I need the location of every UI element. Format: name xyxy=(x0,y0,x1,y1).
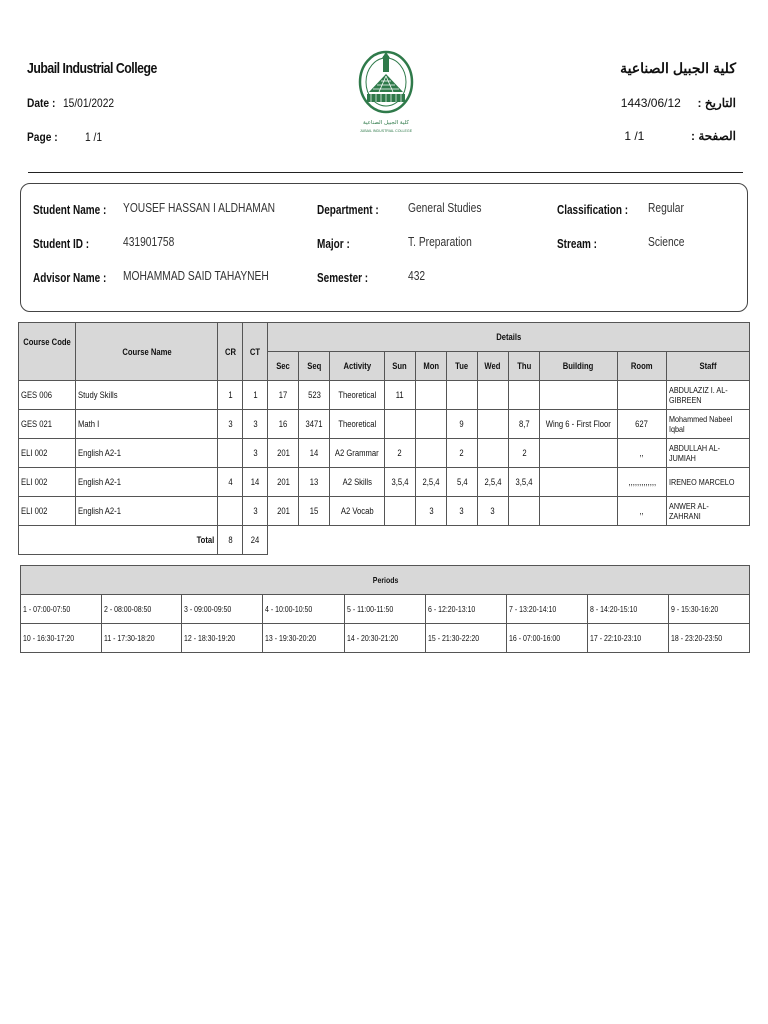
course-name: English A2-1 xyxy=(78,448,121,458)
advisor-name-label: Advisor Name : xyxy=(33,271,107,285)
period-cell: 10 - 16:30-17:20 xyxy=(23,633,75,643)
course-code: GES 006 xyxy=(21,390,53,400)
date-label: Date : xyxy=(27,96,56,110)
col-ct: CT xyxy=(243,323,268,381)
course-code: ELI 002 xyxy=(21,506,48,516)
cr-value: 1 xyxy=(228,390,233,400)
period-cell: 3 - 09:00-09:50 xyxy=(184,604,232,614)
staff-value: ANWER AL-ZAHRANI xyxy=(668,501,709,521)
room-value: ,, xyxy=(639,506,644,516)
ct-value: 1 xyxy=(253,390,258,400)
period-cell: 2 - 08:00-08:50 xyxy=(104,604,152,614)
thu-value: 2 xyxy=(521,448,527,458)
mon-value: 2,5,4 xyxy=(422,477,440,487)
periods-row xyxy=(21,624,750,653)
staff-value: ABDULAZIZ I. AL-GIBREEN xyxy=(668,385,728,405)
staff-value: IRENEO MARCELO xyxy=(668,477,735,487)
building-value: Wing 6 - First Floor xyxy=(545,419,611,429)
col-course-name: Course Name xyxy=(76,323,218,381)
department-label: Department : xyxy=(317,203,379,217)
college-logo xyxy=(357,48,415,136)
ct-value: 3 xyxy=(253,419,258,429)
period-cell: 13 - 19:30-20:20 xyxy=(265,633,317,643)
period-cell: 15 - 21:30-22:20 xyxy=(427,633,479,643)
tue-value: 2 xyxy=(459,448,465,458)
wed-value: 2,5,4 xyxy=(484,477,502,487)
col-sun: Sun xyxy=(384,352,415,381)
college-name-en-block xyxy=(27,60,267,77)
sec-value: 16 xyxy=(278,419,288,429)
period-cell: 1 - 07:00-07:50 xyxy=(23,604,71,614)
student-info-box xyxy=(20,183,748,312)
sun-value: 11 xyxy=(395,390,404,400)
periods-row xyxy=(21,595,750,624)
period-cell: 5 - 11:00-11:50 xyxy=(346,604,393,614)
schedule-table xyxy=(18,322,750,555)
student-id-label: Student ID : xyxy=(33,237,90,251)
activity-value: A2 Vocab xyxy=(340,506,374,516)
tue-value: 3 xyxy=(459,506,465,516)
hijri-date-value: 1443/06/12 xyxy=(620,96,681,110)
period-cell: 6 - 12:20-13:10 xyxy=(427,604,475,614)
classification-label: Classification : xyxy=(557,203,629,217)
college-name-en: Jubail Industrial College xyxy=(27,60,157,77)
course-name: Math I xyxy=(78,419,100,429)
room-value: 627 xyxy=(635,419,649,429)
activity-value: A2 Grammar xyxy=(335,448,379,458)
page-row xyxy=(27,130,103,144)
student-id-value: 431901758 xyxy=(123,235,175,249)
student-name-label: Student Name : xyxy=(33,203,107,217)
col-seq: Seq xyxy=(298,352,329,381)
course-code: ELI 002 xyxy=(21,448,48,458)
period-cell: 16 - 07:00-16:00 xyxy=(508,633,560,643)
course-name: English A2-1 xyxy=(78,506,121,516)
total-row xyxy=(19,526,750,555)
staff-value: ABDULLAH AL-JUMIAH xyxy=(668,443,720,463)
period-cell: 9 - 15:30-16:20 xyxy=(670,604,719,614)
total-ct: 24 xyxy=(251,535,260,545)
col-tue: Tue xyxy=(447,352,478,381)
total-cr: 8 xyxy=(228,535,233,545)
periods-title: Periods xyxy=(21,566,750,595)
classification-value: Regular xyxy=(648,201,684,215)
page-value-ar: 1 /1 xyxy=(624,129,645,143)
ct-value: 3 xyxy=(253,448,258,458)
sec-value: 201 xyxy=(276,506,290,516)
col-activity: Activity xyxy=(330,352,385,381)
sun-value: 2 xyxy=(397,448,403,458)
cr-value: 4 xyxy=(228,477,233,487)
course-code: GES 021 xyxy=(21,419,53,429)
date-value: 15/01/2022 xyxy=(63,96,115,110)
table-row xyxy=(19,497,750,526)
header-divider xyxy=(28,172,743,173)
semester-value: 432 xyxy=(408,269,426,283)
table-row xyxy=(19,381,750,410)
col-wed: Wed xyxy=(477,352,508,381)
col-details: Details xyxy=(268,323,750,352)
period-cell: 12 - 18:30-19:20 xyxy=(184,633,236,643)
student-name-value: YOUSEF HASSAN I ALDHAMAN xyxy=(123,201,276,215)
stream-value: Science xyxy=(648,235,685,249)
major-label: Major : xyxy=(317,237,350,251)
activity-value: A2 Skills xyxy=(342,477,372,487)
semester-label: Semester : xyxy=(317,271,369,285)
period-cell: 11 - 17:30-18:20 xyxy=(104,633,155,643)
table-row xyxy=(19,410,750,439)
activity-value: Theoretical xyxy=(338,419,376,429)
sec-value: 17 xyxy=(278,390,288,400)
page-label: Page : xyxy=(27,130,58,144)
period-cell: 14 - 20:30-21:20 xyxy=(346,633,398,643)
seq-value: 13 xyxy=(309,477,319,487)
wed-value: 3 xyxy=(490,506,495,516)
date-row xyxy=(27,96,115,110)
major-value: T. Preparation xyxy=(408,235,472,249)
period-cell: 8 - 14:20-15:10 xyxy=(589,604,638,614)
table-row xyxy=(19,439,750,468)
col-course-code: Course Code xyxy=(19,323,76,381)
tue-value: 5,4 xyxy=(456,477,468,487)
period-cell: 7 - 13:20-14:10 xyxy=(508,604,556,614)
department-value: General Studies xyxy=(408,201,482,215)
room-value: ,,,,,,,,,,,,, xyxy=(627,477,656,487)
col-thu: Thu xyxy=(508,352,539,381)
sec-value: 201 xyxy=(276,477,290,487)
page-value: 1 /1 xyxy=(85,130,103,144)
seq-value: 3471 xyxy=(305,419,323,429)
hijri-date-row xyxy=(621,96,736,110)
col-building: Building xyxy=(540,352,618,381)
room-value: ,, xyxy=(639,448,644,458)
staff-value: Mohammed Nabeel Iqbal xyxy=(668,414,732,434)
thu-value: 3,5,4 xyxy=(515,477,533,487)
page-row-ar xyxy=(624,129,736,143)
hijri-date-label: التاريخ : xyxy=(697,96,736,110)
logo-caption-ar: كلية الجبيل الصناعية xyxy=(363,120,409,126)
col-staff: Staff xyxy=(666,352,749,381)
ct-value: 14 xyxy=(251,477,260,487)
period-cell: 17 - 22:10-23:10 xyxy=(589,633,641,643)
tue-value: 9 xyxy=(459,419,465,429)
col-sec: Sec xyxy=(268,352,299,381)
course-name: English A2-1 xyxy=(78,477,121,487)
logo-caption-en: JUBAIL INDUSTRIAL COLLEGE xyxy=(359,129,413,133)
activity-value: Theoretical xyxy=(338,390,376,400)
seq-value: 523 xyxy=(307,390,321,400)
periods-table xyxy=(20,565,750,653)
ct-value: 3 xyxy=(253,506,258,516)
course-code: ELI 002 xyxy=(21,477,48,487)
mon-value: 3 xyxy=(428,506,434,516)
total-label: Total xyxy=(196,535,214,545)
college-name-ar: كلية الجبيل الصناعية xyxy=(620,60,736,76)
col-cr: CR xyxy=(218,323,243,381)
cr-value: 3 xyxy=(228,419,233,429)
thu-value: 8,7 xyxy=(518,419,530,429)
page-label-ar: الصفحة : xyxy=(691,129,736,143)
period-cell: 4 - 10:00-10:50 xyxy=(265,604,313,614)
sun-value: 3,5,4 xyxy=(391,477,409,487)
course-name: Study Skills xyxy=(78,390,118,400)
table-row xyxy=(19,468,750,497)
seq-value: 15 xyxy=(309,506,319,516)
seq-value: 14 xyxy=(309,448,319,458)
sec-value: 201 xyxy=(276,448,290,458)
stream-label: Stream : xyxy=(557,237,598,251)
col-room: Room xyxy=(617,352,666,381)
col-mon: Mon xyxy=(416,352,447,381)
period-cell: 18 - 23:20-23:50 xyxy=(670,633,722,643)
advisor-name-value: MOHAMMAD SAID TAHAYNEH xyxy=(123,269,269,283)
